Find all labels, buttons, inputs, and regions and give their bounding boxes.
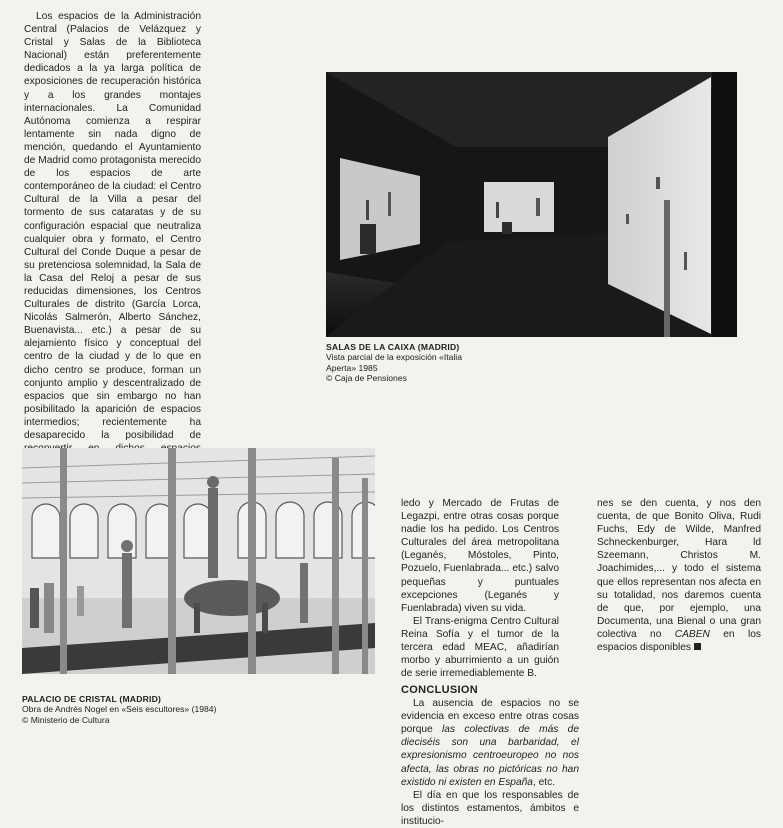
caption-line: Obra de Andrés Nogel en «Seis escultores» (1984): [22, 704, 217, 715]
article-column-4: [401, 684, 579, 828]
article-column-1: [24, 10, 201, 481]
caption-line: Aperta» 1985: [326, 362, 378, 373]
column4-paragraph-1: [401, 697, 579, 789]
end-mark-square: [694, 643, 701, 650]
gallery-photo-caixa: [326, 72, 737, 337]
caption-line: Vista parcial de la exposición «Italia: [326, 352, 462, 363]
caption-credit: © Ministerio de Cultura: [22, 714, 110, 725]
column4-emphasis: las colectivas de más de dieciséis son una barbaridad, el expresionismo centroeuropeo no nos afecta, las obras no pictóricas no han existido ni existen en España: [401, 724, 579, 788]
column2-paragraph-1: ledo y Mercado de Frutas de Legazpi, entre otras cosas porque nadie los ha pedido. Los Centros Culturales del área metropolitana (Leganés, Móstoles, Pinto, Pozuelo, Fuenlabrada... etc.) salvo pequeñas y puntuales excepciones (Leganés y Fuenlabrada) viven su vida.: [401, 498, 559, 614]
column4-text: La ausencia de espacios no se evidencia en exceso entre otras cosas porque: [401, 698, 579, 736]
column3-emphasis: CABEN: [674, 628, 710, 640]
column3-text: nes se den cuenta, y nos den cuenta, de que Bonito Oliva, Rudi Fuchs, Edy de Wilde, Manfred Schneckenburger, Hara ld Szeemann, Christos M. Joachimides,... y todo el sistema que ellos representan nos afecta en su totalidad, nos daremos cuenta de que, por ejemplo, una Documenta, una Bienal o una gran colectiva no: [597, 498, 761, 640]
article-column-3: [597, 497, 761, 654]
caption-credit: © Caja de Pensiones: [326, 372, 407, 383]
column3-paragraph: [597, 497, 761, 654]
column4-text-end: , etc.: [532, 776, 556, 788]
article-column-2: [401, 497, 559, 680]
column3-text-end: en los espacios disponibles: [597, 628, 761, 654]
column4-paragraph-2: El día en que los responsables de los distintos estamentos, ámbitos e institucio-: [401, 789, 579, 827]
caption-title: SALAS DE LA CAIXA (MADRID): [326, 342, 460, 352]
section-heading: CONCLUSION: [401, 684, 478, 696]
photo-caption-palacio-cristal: [22, 694, 282, 725]
sculpture-photo-palacio-cristal: [22, 448, 375, 674]
photo-caption-caixa: [326, 342, 546, 383]
caption-title: PALACIO DE CRISTAL (MADRID): [22, 694, 162, 704]
column1-paragraph: Los espacios de la Administración Central (Palacios de Velázquez y Cristal y Salas de la Biblioteca Nacional) están preferentemente dedicados a la ya larga política de exposiciones de recuperación histórica y a los grandes montajes internacionales. La Comunidad Autónoma comienza a respirar lentamente sin nada digno de mención, quedando el Ayuntamiento de Madrid como protagonista merecido de los espacios de arte contemporáneo de la ciudad: el Centro Cultural de la Villa a pesar del tormento de sus cataratas y de su configuración espacial que neutraliza cualquier obra y formato, el Centro Cultural del Conde Duque a pesar de su pretenciosa solemnidad, la Sala de la Casa del Reloj a pesar de sus reducidas dimensiones, los Centros Culturales de distrito (García Lorca, Nicolás Salmerón, Alberto Sánchez, Buenavista... etc.) a pesar de su alejamiento físico y conceptual del centro de la ciudad y de lo que en dicho centro se produce, forman un conjunto amplio y descentralizado de espacios que sin embargo no han posibilitado la aparición de espacios intermedios; recientemente ha desaparecido la posibilidad de: [24, 11, 201, 441]
column2-paragraph-2: El Trans-enigma Centro Cultural Reina Sofía y el tumor de la tercera edad MEAC, añadirían morbo y aburrimiento a un guión de serie irremediablemente B.: [401, 615, 559, 680]
